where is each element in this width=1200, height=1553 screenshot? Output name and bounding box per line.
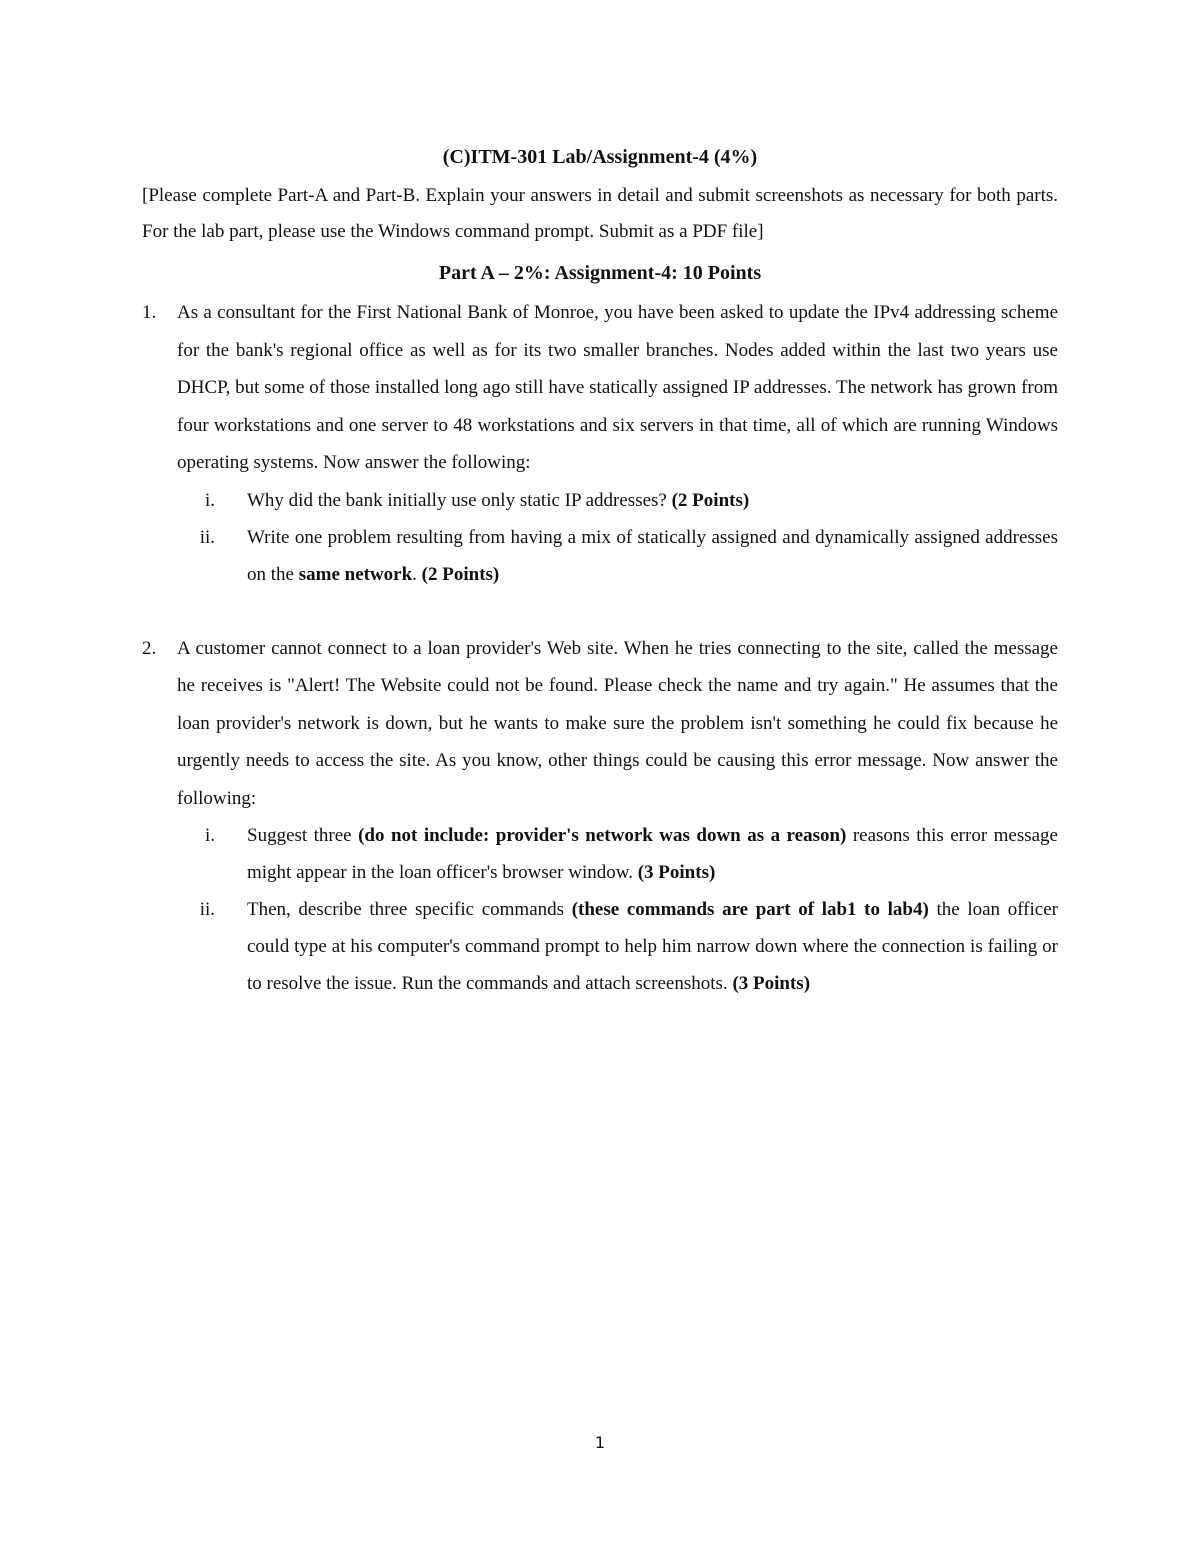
emphasis-text: same network [298, 563, 413, 585]
sub-question-body: Write one problem resulting from having a mix of statically assigned and dynamically assigned addresses on the [247, 526, 1058, 585]
sub-question-body: Why did the bank initially use only static IP addresses? [247, 489, 672, 511]
page-content [142, 142, 1058, 1002]
document-title: (C)ITM-301 Lab/Assignment-4 (4%) [442, 146, 758, 168]
instructions-paragraph: [Please complete Part-A and Part-B. Explain your answers in detail and submit screenshots as necessary for both parts. For the lab part, please use the Windows command prompt. Submit as a PDF file] [142, 185, 1058, 242]
question-number: 2. [142, 637, 157, 659]
spacer [142, 593, 1058, 630]
sub-question-number: i. [204, 489, 215, 511]
sub-question-body: Suggest three [247, 825, 359, 846]
sub-question-body-tail: . [412, 563, 422, 585]
emphasis-text: (do not include: provider's network was down as a reason) [358, 825, 847, 846]
sub-question-text [247, 519, 1058, 593]
question-text: As a consultant for the First National Bank of Monroe, you have been asked to update the IPv4 addressing scheme for the bank's regional office as well as for its two smaller branches. Nodes added within the last two years use DHCP, but some of those installed long ago still have statically assigned IP addresses. The network has grown from four workstations and one server to 48 workstations and six servers in that time, all of which are running Windows operating systems. Now answer the following: [177, 302, 1058, 473]
sub-question [177, 519, 1058, 593]
sub-question [177, 482, 1058, 519]
sub-question-list [177, 482, 1058, 593]
question-number: 1. [142, 302, 157, 323]
page-number: 1 [594, 1433, 606, 1452]
sub-question-text [247, 891, 1058, 1002]
question-2 [142, 630, 1058, 1003]
part-a-heading: Part A – 2%: Assignment-4: 10 Points [438, 262, 762, 284]
sub-question-body-tail: reasons this error message might appear in the loan officer's browser window. [247, 825, 1058, 883]
points-label: (2 Points) [671, 489, 750, 511]
sub-question [177, 891, 1058, 1002]
sub-question-body-tail: the loan officer could type at his computer's command prompt to help him narrow down where the connection is failing or to resolve the issue. Run the commands and attach screenshots. [247, 899, 1058, 994]
sub-question-number: i. [204, 825, 215, 846]
question-1 [142, 294, 1058, 593]
sub-question-list [177, 817, 1058, 1002]
points-label: (3 Points) [732, 973, 811, 994]
sub-question-text [247, 817, 1058, 891]
sub-question-number: ii. [199, 526, 215, 548]
emphasis-text: (these commands are part of lab1 to lab4) [571, 899, 929, 920]
sub-question-body: Then, describe three specific commands [247, 899, 572, 920]
points-label: (3 Points) [637, 862, 716, 883]
sub-question [177, 817, 1058, 891]
points-label: (2 Points) [421, 563, 500, 585]
sub-question-number: ii. [199, 899, 215, 920]
sub-question-text [247, 482, 1058, 519]
question-text: A customer cannot connect to a loan provider's Web site. When he tries connecting to the site, called the message he receives is "Alert! The Website could not be found. Please check the name and try again." He assumes that the loan provider's network is down, but he wants to make sure the problem isn't something he could fix because he urgently needs to access the site. As you know, other things could be causing this error message. Now answer the following: [177, 637, 1058, 809]
